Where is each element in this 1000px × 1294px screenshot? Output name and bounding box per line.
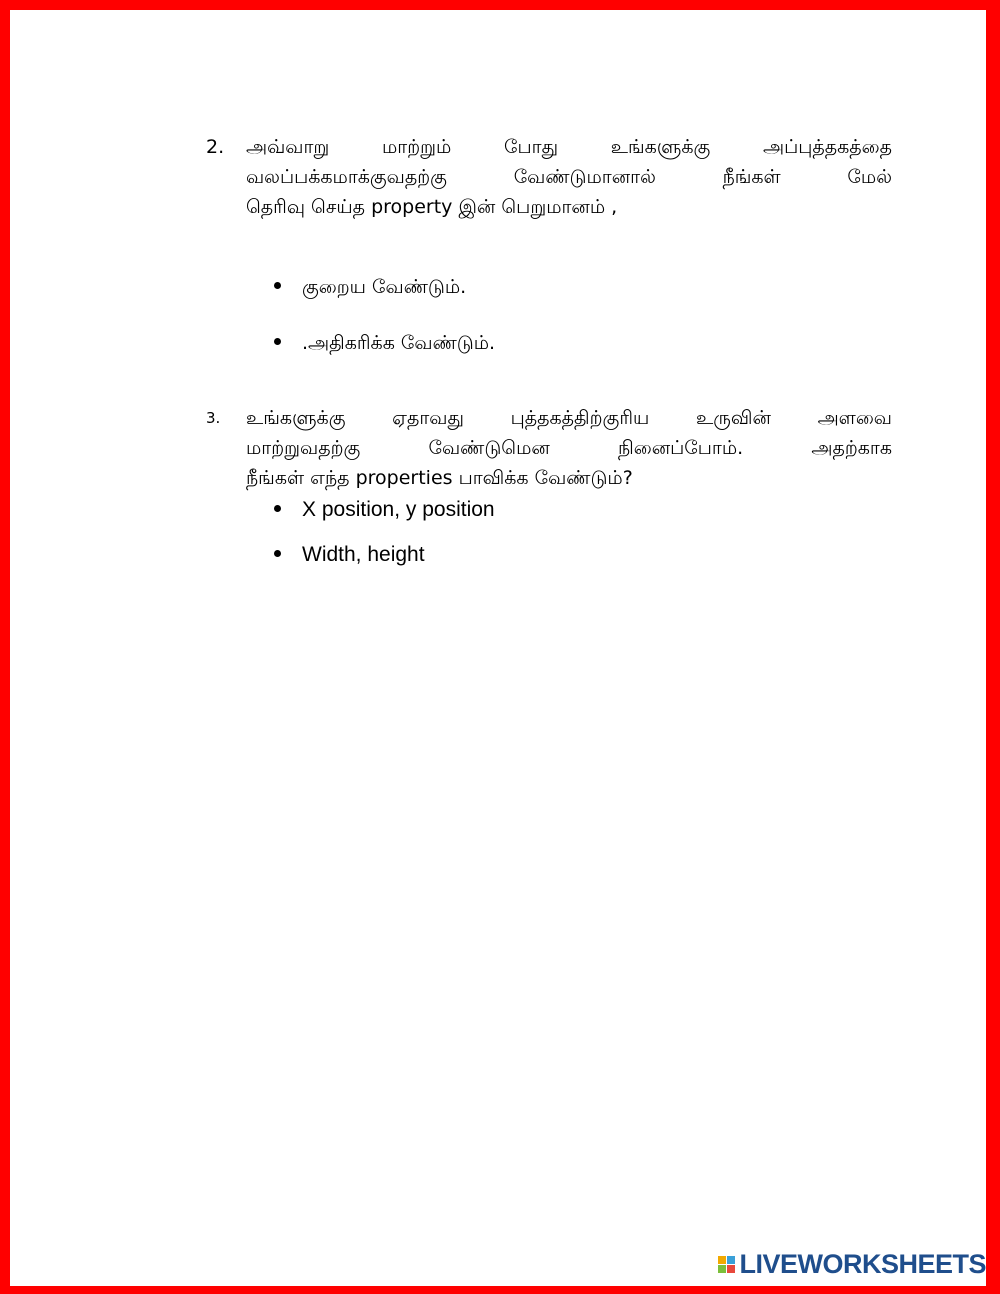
answer-option[interactable] [274, 328, 495, 358]
question-number: 3. [206, 409, 221, 427]
question-line: வலப்பக்கமாக்குவதற்கு வேண்டுமானால் நீங்கள் மேல் [246, 166, 892, 188]
answer-option[interactable] [274, 495, 495, 525]
logo-text: LIVEWORKSHEETS [739, 1249, 986, 1279]
bullet-icon [274, 282, 281, 289]
liveworksheets-mark-icon [718, 1256, 735, 1273]
logo-square [727, 1256, 735, 1264]
question-number: 2. [206, 136, 225, 158]
question-text [246, 403, 892, 493]
liveworksheets-logo [718, 1249, 986, 1280]
answer-option-label: குறைய வேண்டும். [302, 276, 467, 298]
question-line: நீங்கள் எந்த properties பாவிக்க வேண்டும்? [246, 467, 633, 489]
answer-option-label: .அதிகரிக்க வேண்டும். [302, 332, 496, 354]
question-line: அவ்வாறு மாற்றும் போது உங்களுக்கு அப்புத்தகத்தை [246, 136, 892, 158]
question-text [246, 132, 892, 222]
bullet-icon [274, 338, 281, 345]
answer-option-label: Width, height [302, 543, 425, 566]
logo-square [718, 1256, 726, 1264]
logo-square [727, 1265, 735, 1273]
question-line: உங்களுக்கு ஏதாவது புத்தகத்திற்குரிய உருவின் அளவை [246, 407, 892, 429]
question-line: மாற்றுவதற்கு வேண்டுமென நினைப்போம். அதற்காக [246, 437, 892, 459]
answer-option[interactable] [274, 540, 425, 570]
question-2 [206, 132, 892, 222]
question-line: தெரிவு செய்த property இன் பெறுமானம் , [246, 196, 618, 218]
bullet-icon [274, 550, 281, 557]
bullet-icon [274, 505, 281, 512]
answer-option[interactable] [274, 272, 466, 302]
logo-square [718, 1265, 726, 1273]
question-3 [206, 403, 892, 493]
answer-option-label: X position, y position [302, 498, 495, 521]
